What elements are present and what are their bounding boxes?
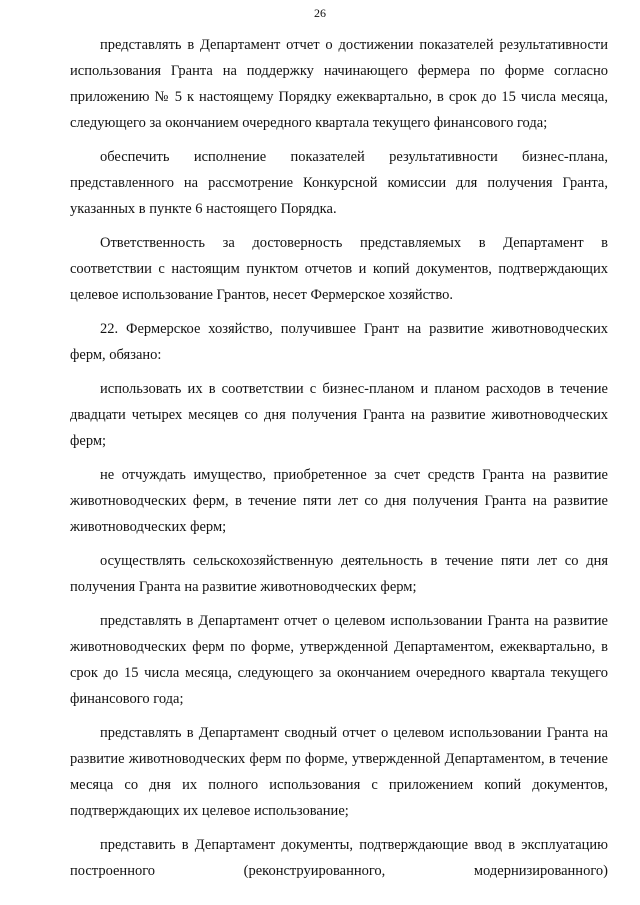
paragraph-agricultural-activity: осуществлять сельскохозяйственную деятельность в течение пяти лет со дня получения Гранта на развитие животноводческих ферм; [70, 553, 608, 595]
document-body [70, 32, 608, 892]
paragraph-report-achievement: представлять в Департамент отчет о достижении показателей результативности использования Гранта на поддержку начинающего фермера по форме согласно приложению № 5 к настоящему Порядку ежеквартально, в срок до 15 числа месяца, следующего за окончанием очередного квартала текущего финансового года; [70, 37, 608, 131]
paragraph-item-22: 22. Фермерское хозяйство, получившее Грант на развитие животноводческих ферм, обязано: [70, 321, 608, 363]
paragraph-summary-report: представлять в Департамент сводный отчет о целевом использовании Гранта на развитие животноводческих ферм по форме, утвержденной Департаментом, в течение месяца со дня их полного использования с приложением копий документов, подтверждающих их целевое использование; [70, 725, 608, 819]
paragraph-use-grant: использовать их в соответствии с бизнес-планом и планом расходов в течение двадцати четырех месяцев со дня получения Гранта на развитие животноводческих ферм; [70, 381, 608, 449]
paragraph-quarterly-report: представлять в Департамент отчет о целевом использовании Гранта на развитие животноводческих ферм по форме, утвержденной Департаментом, ежеквартально, в срок до 15 числа месяца, следующего за окончанием очередного квартала текущего финансового года; [70, 613, 608, 707]
paragraph-responsibility: Ответственность за достоверность представляемых в Департамент в соответствии с настоящим пунктом отчетов и копий документов, подтверждающих целевое использование Грантов, несет Фермерское хозяйство. [70, 235, 608, 303]
page-number: 26 [314, 6, 326, 20]
paragraph-no-alienation: не отчуждать имущество, приобретенное за счет средств Гранта на развитие животноводческих ферм, в течение пяти лет со дня получения Гранта на развитие животноводческих ферм; [70, 467, 608, 535]
paragraph-business-plan: обеспечить исполнение показателей результативности бизнес-плана, представленного на рассмотрение Конкурсной комиссии для получения Гранта, указанных в пункте 6 настоящего Порядка. [70, 149, 608, 217]
paragraph-commissioning-documents: представить в Департамент документы, подтверждающие ввод в эксплуатацию построенного (реконструированного, модернизированного) [70, 837, 608, 879]
